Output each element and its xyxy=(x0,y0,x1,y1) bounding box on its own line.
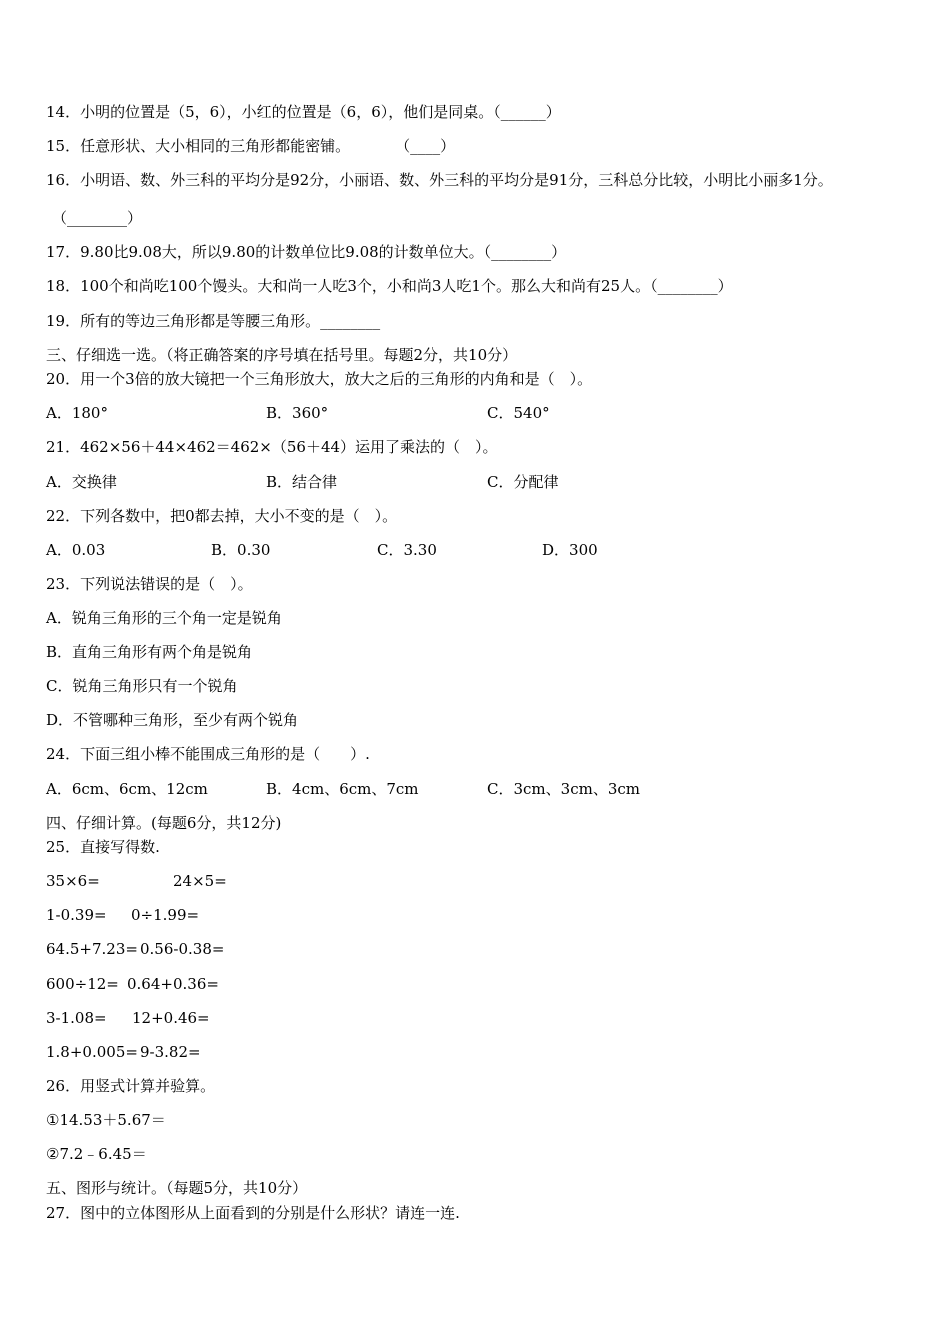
q22-option-b: B．0.30 xyxy=(211,541,271,559)
section-5-heading: 五、图形与统计。（每题5分，共10分） xyxy=(46,1179,308,1197)
calc-item: 0.56-0.38= xyxy=(140,940,225,958)
calc-item: 1.8+0.005= xyxy=(46,1043,138,1061)
question-15: 15．任意形状、大小相同的三角形都能密铺。 （____） xyxy=(46,137,456,155)
question-26: 26．用竖式计算并验算。 xyxy=(46,1077,216,1095)
calc-item: 0÷1.99= xyxy=(131,906,200,924)
section-3-heading: 三、仔细选一选。（将正确答案的序号填在括号里。每题2分，共10分） xyxy=(46,346,518,364)
question-14: 14．小明的位置是（5，6），小红的位置是（6，6），他们是同桌。（______） xyxy=(46,103,561,121)
question-20: 20．用一个3倍的放大镜把一个三角形放大，放大之后的三角形的内角和是（ ）。 xyxy=(46,370,593,388)
question-16-blank: （________） xyxy=(52,209,143,227)
question-23: 23．下列说法错误的是（ ）。 xyxy=(46,575,253,593)
q22-option-d: D．300 xyxy=(542,541,598,559)
question-18: 18．100个和尚吃100个馒头。大和尚一人吃3个，小和尚3人吃1个。那么大和尚有25人。（________） xyxy=(46,277,733,295)
q23-option-d: D．不管哪种三角形，至少有两个锐角 xyxy=(46,711,299,729)
q22-option-a: A．0.03 xyxy=(46,541,106,559)
q24-option-b: B．4cm、6cm、7cm xyxy=(266,780,419,798)
calc-item: 35×6= xyxy=(46,872,100,890)
calc-item: 3-1.08= xyxy=(46,1009,107,1027)
q20-option-c: C．540° xyxy=(487,404,550,422)
q26-item-2: ②7.2﹣6.45＝ xyxy=(46,1145,147,1163)
calc-item: 12+0.46= xyxy=(132,1009,210,1027)
question-17: 17．9.80比9.08大，所以9.80的计数单位比9.08的计数单位大。（________） xyxy=(46,243,567,261)
calc-item: 64.5+7.23= xyxy=(46,940,138,958)
question-24: 24．下面三组小棒不能围成三角形的是（ ）. xyxy=(46,745,370,763)
calc-item: 9-3.82= xyxy=(140,1043,201,1061)
q23-option-c: C．锐角三角形只有一个锐角 xyxy=(46,677,238,695)
calc-item: 0.64+0.36= xyxy=(127,975,219,993)
question-21: 21．462×56＋44×462＝462×（56＋44）运用了乘法的（ ）。 xyxy=(46,438,498,456)
question-19: 19．所有的等边三角形都是等腰三角形。________ xyxy=(46,312,381,330)
calc-item: 24×5= xyxy=(173,872,227,890)
question-16: 16．小明语、数、外三科的平均分是92分，小丽语、数、外三科的平均分是91分，三科总分比较，小明比小丽多1分。 xyxy=(46,171,833,189)
q21-option-b: B．结合律 xyxy=(266,473,338,491)
q23-option-b: B．直角三角形有两个角是锐角 xyxy=(46,643,253,661)
q24-option-c: C．3cm、3cm、3cm xyxy=(487,780,640,798)
section-4-heading: 四、仔细计算。(每题6分，共12分) xyxy=(46,814,282,832)
q21-option-c: C．分配律 xyxy=(487,473,559,491)
q22-option-c: C．3.30 xyxy=(377,541,437,559)
q26-item-1: ①14.53＋5.67＝ xyxy=(46,1111,166,1129)
q23-option-a: A．锐角三角形的三个角一定是锐角 xyxy=(46,609,282,627)
calc-item: 600÷12= xyxy=(46,975,119,993)
question-25: 25．直接写得数. xyxy=(46,838,160,856)
q20-option-a: A．180° xyxy=(46,404,108,422)
q20-option-b: B．360° xyxy=(266,404,329,422)
q24-option-a: A．6cm、6cm、12cm xyxy=(46,780,208,798)
calc-item: 1-0.39= xyxy=(46,906,107,924)
question-27: 27．图中的立体图形从上面看到的分别是什么形状？请连一连. xyxy=(46,1204,460,1222)
q21-option-a: A．交换律 xyxy=(46,473,117,491)
question-22: 22．下列各数中，把0都去掉，大小不变的是（ ）。 xyxy=(46,507,398,525)
